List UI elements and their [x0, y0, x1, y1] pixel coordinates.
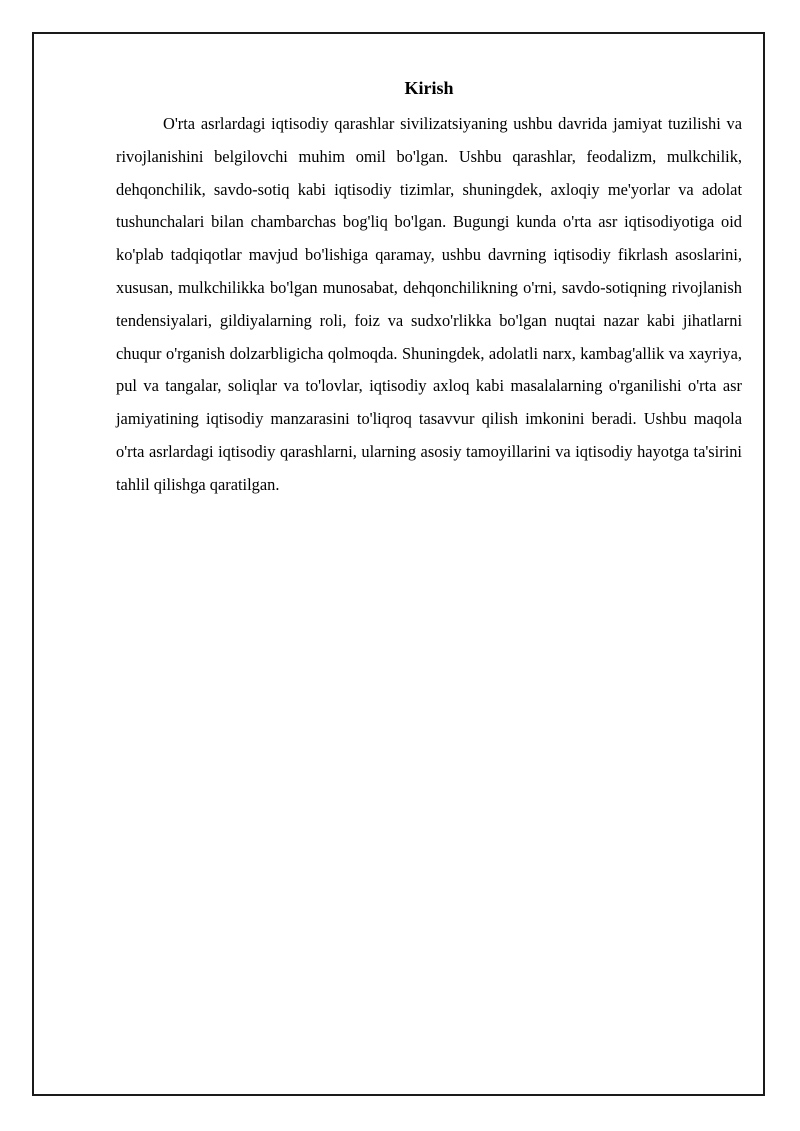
document-content — [116, 76, 742, 502]
document-title: Kirish — [404, 78, 454, 98]
intro-paragraph: O'rta asrlardagi iqtisodiy qarashlar sivilizatsiyaning ushbu davrida jamiyat tuzilishi va rivojlanishini belgilovchi muhim omil bo'lgan. Ushbu qarashlar, feodalizm, mulkchilik, dehqonchilik, savdo-sotiq kabi iqtisodiy tizimlar, shuningdek, axloqiy me'yorlar va adolat tushunchalari bilan chambarchas bog'liq bo'lgan. Bugungi kunda o'rta asr iqtisodiyotiga oid ko'plab tadqiqotlar mavjud bo'lishiga qaramay, ushbu davrning iqtisodiy fikrlash asoslarini, xususan, mulkchilikka bo'lgan munosabat, dehqonchilikning o'rni, savdo-sotiqning rivojlanish tendensiyalari, gildiyalarning roli, foiz va sudxo'rlikka bo'lgan nuqtai nazar kabi jihatlarni chuqur o'rganish dolzarbligicha qolmoqda. Shuningdek, adolatli narx, kambag'allik va xayriya, pul va tangalar, soliqlar va to'lovlar, iqtisodiy axloq kabi masalalarning o'rganilishi o'rta asr jamiyatining iqtisodiy manzarasini to'liqroq tasavvur qilish imkonini beradi. Ushbu maqola o'rta asrlardagi iqtisodiy qarashlarni, ularning asosiy tamoyillarini va iqtisodiy hayotga ta'sirini tahlil qilishga qaratilgan. — [116, 114, 742, 494]
